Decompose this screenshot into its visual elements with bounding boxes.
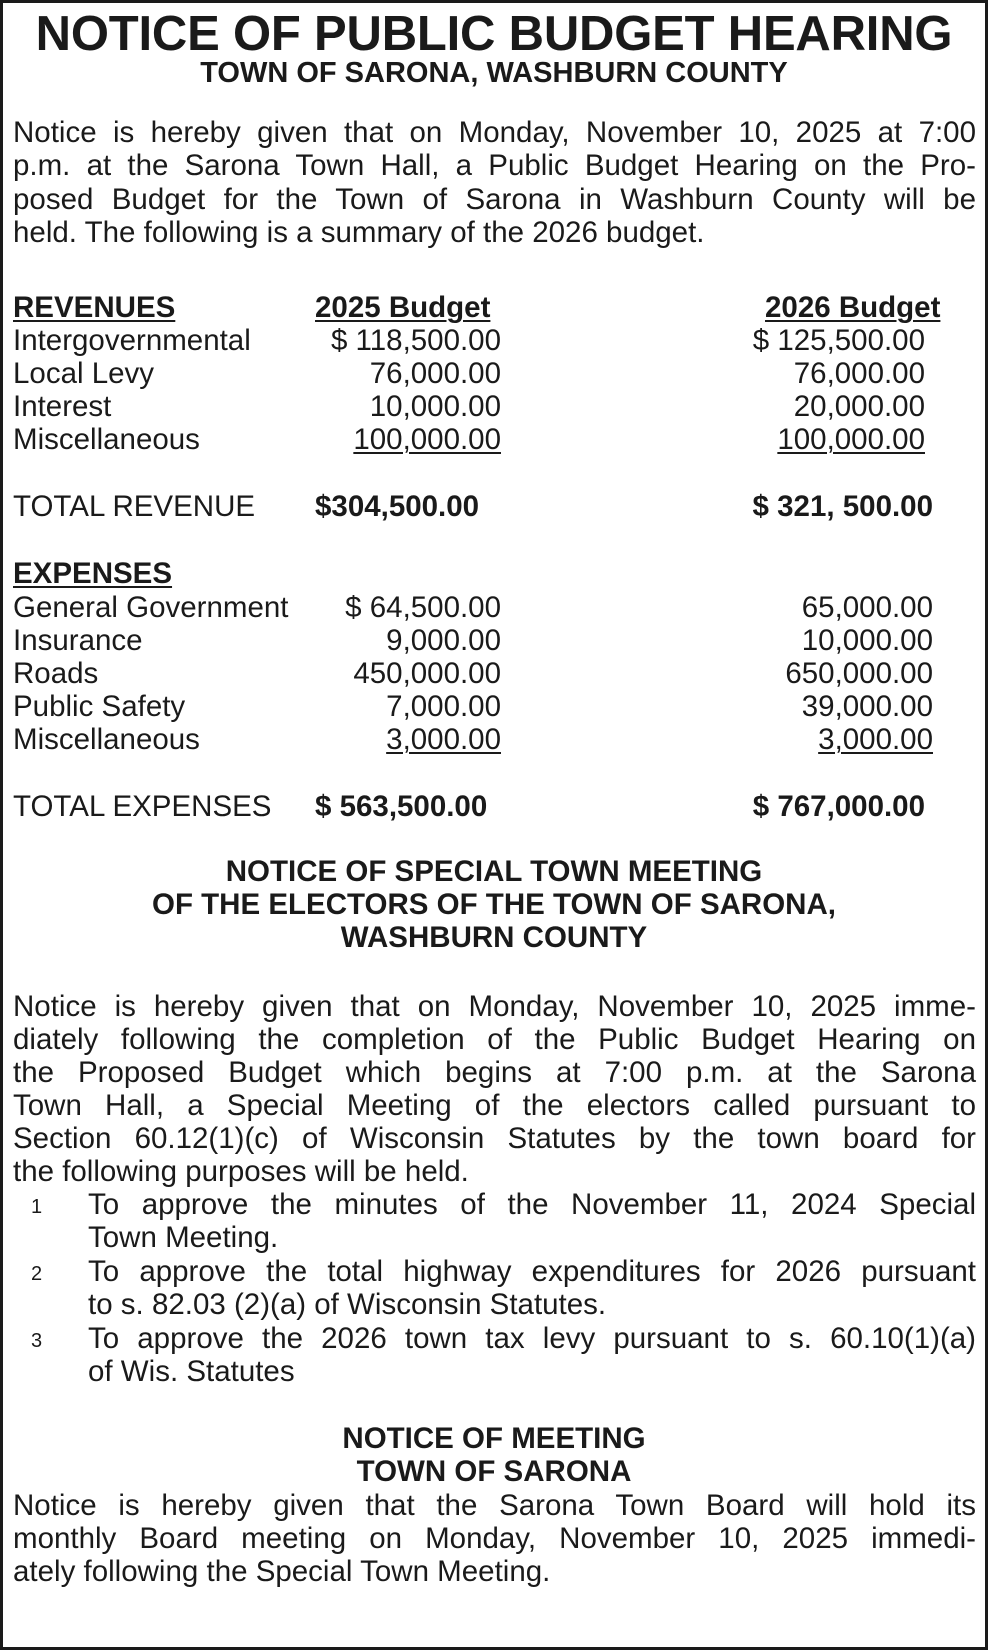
total-revenue-label: TOTAL REVENUE (13, 490, 256, 523)
expense-2026: 39,000.00 (801, 690, 933, 723)
special-meeting-line: diately following the completion of the Public Budget Hearing on (13, 1023, 976, 1056)
revenue-2025: 76,000.00 (369, 357, 501, 390)
revenues-heading: REVENUES (13, 291, 176, 324)
board-meeting-paragraph (13, 1489, 976, 1588)
expense-label: Miscellaneous (13, 723, 200, 756)
revenue-2026: 20,000.00 (793, 390, 925, 423)
expense-2025: 3,000.00 (386, 723, 501, 756)
revenue-row (3, 390, 985, 423)
expense-label: Public Safety (13, 690, 186, 723)
total-revenue-2026: $ 321, 500.00 (752, 490, 933, 523)
total-revenue-row (3, 490, 985, 523)
expense-2025: 7,000.00 (386, 690, 501, 723)
expense-label: Roads (13, 657, 99, 690)
expense-row (3, 624, 985, 657)
total-expenses-2025: $ 563,500.00 (315, 790, 488, 823)
expenses-header-row (3, 557, 985, 590)
budget-header-row (3, 291, 985, 324)
agenda-item-line: of Wis. Statutes (88, 1354, 295, 1388)
page-subtitle: TOWN OF SARONA, WASHBURN COUNTY (200, 57, 788, 89)
revenue-label: Intergovernmental (13, 324, 251, 357)
special-meeting-line: the following purposes will be held. (13, 1155, 469, 1188)
expense-2026: 65,000.00 (801, 591, 933, 624)
hearing-intro-paragraph (13, 116, 976, 249)
board-meeting-heading: TOWN OF SARONA (356, 1455, 632, 1488)
agenda-item-line: Town Meeting. (88, 1220, 279, 1254)
intro-line: Notice is hereby given that on Monday, November 10, 2025 at 7:00 (13, 116, 976, 149)
expense-row (3, 591, 985, 624)
total-expenses-label: TOTAL EXPENSES (13, 790, 272, 823)
agenda-item-number: 2 (31, 1263, 43, 1285)
agenda-item-line: To approve the 2026 town tax levy pursuant to s. 60.10(1)(a) (88, 1322, 976, 1355)
board-meeting-heading: NOTICE OF MEETING (342, 1422, 646, 1455)
page-title: NOTICE OF PUBLIC BUDGET HEARING (35, 7, 953, 61)
expense-2025: 450,000.00 (353, 657, 501, 690)
expense-2025: 9,000.00 (386, 624, 501, 657)
expense-row (3, 690, 985, 723)
intro-line: p.m. at the Sarona Town Hall, a Public Budget Hearing on the Pro- (13, 149, 976, 183)
revenue-label: Interest (13, 390, 112, 423)
revenue-2025: 100,000.00 (353, 423, 501, 456)
revenue-2026: 100,000.00 (777, 423, 925, 456)
agenda-item-line: To approve the minutes of the November 11, 2024 Special (88, 1188, 976, 1221)
revenue-2025: 10,000.00 (369, 390, 501, 423)
agenda-item-line: to s. 82.03 (2)(a) of Wisconsin Statutes. (88, 1287, 607, 1321)
special-meeting-line: Town Hall, a Special Meeting of the electors called pursuant to (13, 1089, 976, 1122)
revenue-2025: $ 118,500.00 (330, 324, 501, 357)
total-expenses-2026: $ 767,000.00 (752, 790, 925, 823)
expense-2026: 3,000.00 (818, 723, 933, 756)
expense-2025: $ 64,500.00 (345, 591, 501, 624)
expense-label: Insurance (13, 624, 143, 657)
expense-row (3, 657, 985, 690)
special-meeting-heading: OF THE ELECTORS OF THE TOWN OF SARONA, (152, 888, 836, 921)
agenda-item-number: 1 (31, 1196, 43, 1218)
expense-row (3, 723, 985, 756)
special-meeting-heading: NOTICE OF SPECIAL TOWN MEETING (225, 855, 763, 888)
agenda-item-line: To approve the total highway expenditures for 2026 pursuant (88, 1255, 976, 1288)
intro-line: held. The following is a summary of the 2026 budget. (13, 215, 705, 249)
revenue-row (3, 324, 985, 357)
special-meeting-heading: WASHBURN COUNTY (340, 921, 648, 954)
total-revenue-2025: $304,500.00 (315, 490, 480, 523)
board-meeting-line: ately following the Special Town Meeting. (13, 1555, 551, 1588)
revenue-label: Miscellaneous (13, 423, 200, 456)
special-meeting-line: Section 60.12(1)(c) of Wisconsin Statutes by the town board for (13, 1122, 976, 1155)
expense-label: General Government (13, 591, 289, 624)
revenue-row (3, 357, 985, 390)
agenda-item-number: 3 (31, 1330, 43, 1352)
revenue-2026: $ 125,500.00 (752, 324, 925, 357)
intro-line: posed Budget for the Town of Sarona in Washburn County will be (13, 182, 976, 216)
expense-2026: 650,000.00 (785, 657, 933, 690)
special-meeting-paragraph (13, 990, 976, 1188)
revenue-label: Local Levy (13, 357, 155, 390)
revenue-row (3, 423, 985, 456)
revenue-2026: 76,000.00 (793, 357, 925, 390)
board-meeting-line: Notice is hereby given that the Sarona Town Board will hold its (13, 1489, 976, 1522)
special-meeting-line: the Proposed Budget which begins at 7:00 p.m. at the Sarona (13, 1056, 976, 1089)
board-meeting-line: monthly Board meeting on Monday, November 10, 2025 immedi- (13, 1522, 976, 1555)
expenses-heading: EXPENSES (13, 557, 173, 590)
total-expenses-row (3, 790, 985, 823)
special-meeting-line: Notice is hereby given that on Monday, November 10, 2025 imme- (13, 990, 976, 1023)
col-2025-heading: 2025 Budget (315, 291, 491, 324)
col-2026-heading: 2026 Budget (765, 291, 941, 324)
expense-2026: 10,000.00 (801, 624, 933, 657)
